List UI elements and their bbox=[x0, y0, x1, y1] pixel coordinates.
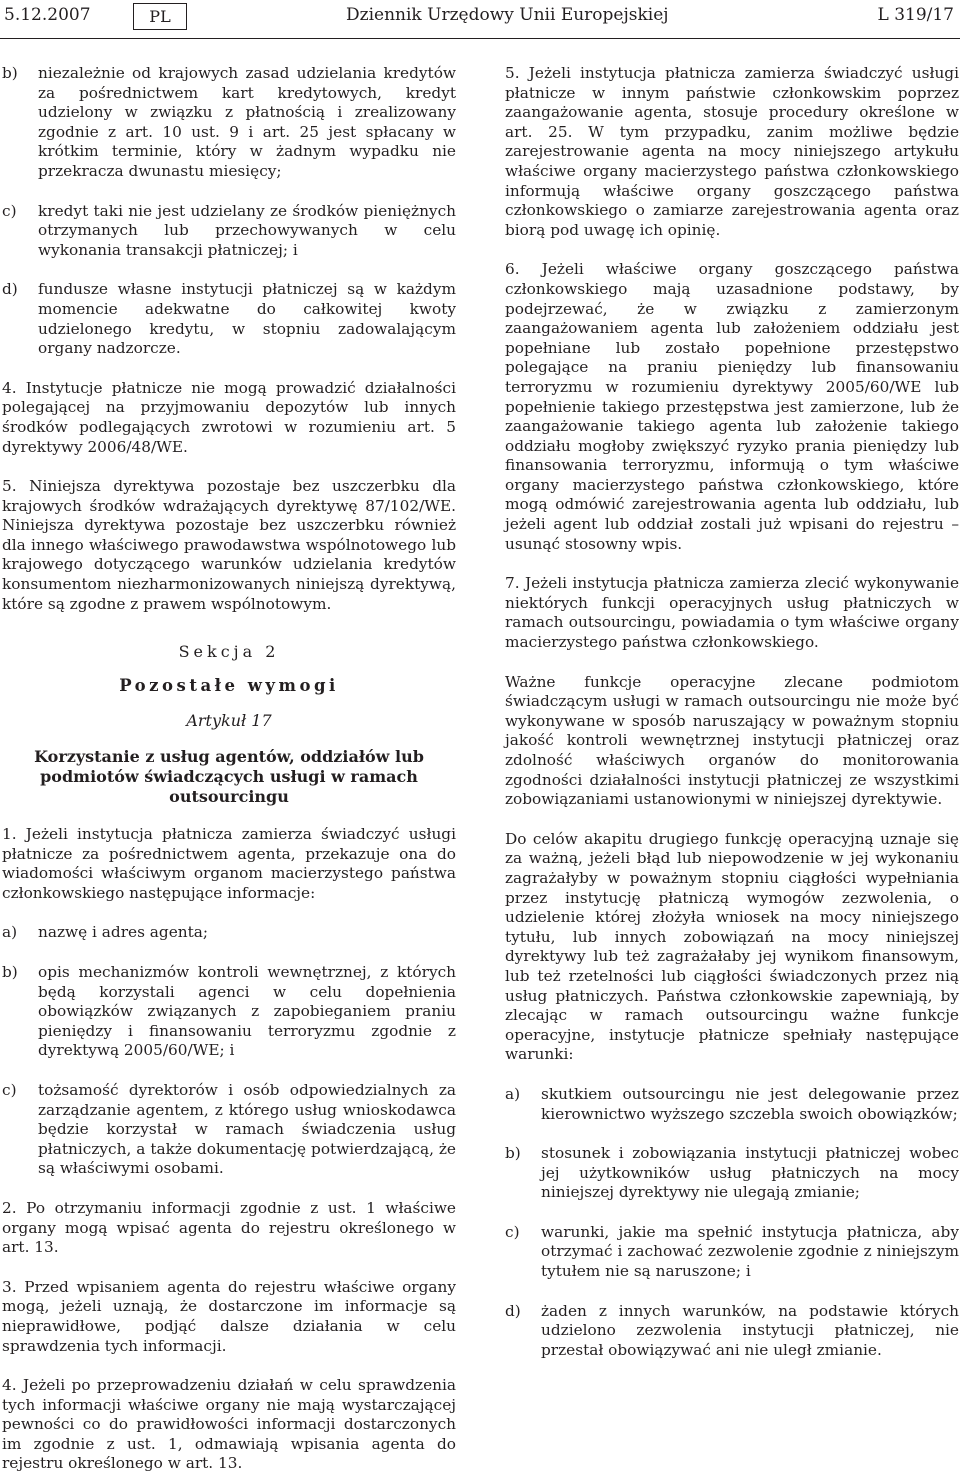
page-header bbox=[0, 0, 960, 40]
item-text: skutkiem outsourcingu nie jest delegowanie przez kierownictwo wyższego szczebla swoich obowiązków; bbox=[541, 1084, 959, 1123]
item-text: fundusze własne instytucji płatniczej są w każdym momencie adekwatne do całkowitej kwoty udzielonego kredytu, w stopniu zadowalającym organy nadzorcze. bbox=[38, 280, 456, 358]
item-text: stosunek i zobowiązania instytucji płatniczej wobec jej użytkowników usług płatniczych na mocy niniejszej dyrektywy nie ulegają zmianie; bbox=[541, 1144, 959, 1202]
section-title: Pozostałe wymogi bbox=[119, 675, 339, 695]
list-item-b bbox=[2, 64, 456, 182]
condition-item-c bbox=[505, 1223, 959, 1282]
item-label: c) bbox=[2, 201, 17, 220]
list-item-c bbox=[2, 202, 456, 261]
item-text: warunki, jakie ma spełnić instytucja płatnicza, aby otrzymać i zachować zezwolenie zgodnie z niniejszym tytułem nie są naruszone; i bbox=[541, 1222, 959, 1281]
item-label: d) bbox=[505, 1301, 521, 1320]
item-text: tożsamość dyrektorów i osób odpowiedzialnych za zarządzanie agentem, z którego usług wnioskodawca będzie korzystał w ramach świadczenia usług płatniczych, a także dokumentację potwierdzającą, że są właściwymi osobami. bbox=[38, 1080, 456, 1178]
page-number: L 319/17 bbox=[877, 5, 954, 25]
publication-date: 5.12.2007 bbox=[4, 5, 91, 25]
article-number: Artykuł 17 bbox=[186, 711, 272, 731]
article-item-b bbox=[2, 963, 456, 1061]
journal-title: Dziennik Urzędowy Unii Europejskiej bbox=[346, 5, 669, 25]
item-label: b) bbox=[2, 64, 18, 82]
header-rule bbox=[0, 38, 960, 39]
condition-item-a bbox=[505, 1085, 959, 1124]
item-label: c) bbox=[505, 1222, 520, 1241]
paragraph-5-right: 5. Jeżeli instytucja płatnicza zamierza świadczyć usługi płatnicze w innym państwie członkowskim poprzez zaangażowanie agenta, stosuje procedury określone w art. 25. W tym przypadku, zanim możliwe będzie zarejestrowanie agenta na mocy niniejszego artykułu właściwe organy macierzystego państwa członkowskiego informują właściwe organy goszczącego państwa członkowskiego o zamiarze zarejestrowania agenta oraz biorą pod uwagę ich opinię. bbox=[505, 64, 959, 239]
article-paragraph-3: 3. Przed wpisaniem agenta do rejestru właściwe organy mogą, jeżeli uznają, że dostarczone im informacje są nieprawidłowe, podjąć dalsze działania w celu sprawdzenia tych informacji. bbox=[2, 1277, 456, 1355]
language-box: PL bbox=[133, 3, 187, 30]
paragraph-4: 4. Instytucje płatnicze nie mogą prowadzić działalności polegającej na przyjmowaniu depozytów lub innych środków podlegających zwrotowi w rozumieniu art. 5 dyrektywy 2006/48/WE. bbox=[2, 378, 456, 456]
item-label: b) bbox=[505, 1144, 521, 1163]
item-label: c) bbox=[2, 1080, 17, 1099]
item-label: a) bbox=[2, 923, 18, 942]
item-text: niezależnie od krajowych zasad udzielania kredytów za pośrednictwem kart kredytowych, kredyt udzielony w związku z płatnością i zrealizowany zgodnie z art. 10 ust. 9 i art. 25 jest spłacany w krótkim terminie, który w żadnym wypadku nie przekracza dwunastu miesięcy; bbox=[38, 64, 456, 180]
item-text: żaden z innych warunków, na podstawie których udzielono zezwolenia instytucji płatniczej, nie przestał obowiązywać ani nie uległ zmianie. bbox=[541, 1301, 959, 1359]
article-title: Korzystanie z usług agentów, oddziałów lub podmiotów świadczących usługi w ramach outsourcingu bbox=[34, 747, 424, 807]
article-paragraph-2: 2. Po otrzymaniu informacji zgodnie z ust. 1 właściwe organy mogą wpisać agenta do rejestru określonego w art. 13. bbox=[2, 1198, 456, 1257]
item-text: nazwę i adres agenta; bbox=[38, 923, 209, 942]
condition-item-d bbox=[505, 1302, 959, 1361]
item-text: kredyt taki nie jest udzielany ze środków pieniężnych otrzymanych lub przechowywanych w celu wykonania transakcji płatniczej; i bbox=[38, 201, 456, 259]
left-column bbox=[2, 64, 456, 1474]
article-paragraph-1: 1. Jeżeli instytucja płatnicza zamierza świadczyć usługi płatnicze za pośrednictwem agenta, przekazuje ona do wiadomości właściwym organom macierzystego państwa członkowskiego następujące informacje: bbox=[2, 825, 456, 902]
article-paragraph-4: 4. Jeżeli po przeprowadzeniu działań w celu sprawdzenia tych informacji właściwe organy nie mają wystarczającej pewności co do prawidłowości informacji dostarczonych im zgodnie z ust. 1, odmawiają wpisania agenta do rejestru określonego w art. 13. bbox=[2, 1376, 456, 1473]
section-label: Sekcja 2 bbox=[178, 642, 280, 662]
item-label: d) bbox=[2, 280, 18, 299]
article-item-c bbox=[2, 1081, 456, 1179]
paragraph-6: 6. Jeżeli właściwe organy goszczącego państwa członkowskiego mają uzasadnione podstawy, by podejrzewać, że w związku z zamierzonym zaangażowaniem agenta lub założeniem oddziału jest popełniane lub zostało popełnione przestępstwo polegające na praniu pieniędzy lub finansowaniu terroryzmu w rozumieniu dyrektywy 2005/60/WE lub popełnienie takiego przestępstwa jest zamierzone, lub że zaangażowanie takiego agenta lub założenie takiego oddziału mogłoby zwiększyć ryzyko prania pieniędzy lub finansowania terroryzmu, informują o tym właściwe organy macierzystego państwa członkowskiego, które mogą odmówić zarejestrowania agenta lub oddziału, lub jeżeli agent lub oddział zostali już wpisani do rejestru – usunąć stosowny wpis. bbox=[505, 260, 959, 553]
paragraph-7: 7. Jeżeli instytucja płatnicza zamierza zlecić wykonywanie niektórych funkcji operacyjnych usług płatniczych w ramach outsourcingu, powiadamia o tym właściwe organy macierzystego państwa członkowskiego. bbox=[505, 574, 959, 652]
paragraph-important-functions: Ważne funkcje operacyjne zlecane podmiotom świadczącym usługi w ramach outsourcingu nie może być wykonywane w sposób naruszający w poważnym stopniu jakość kontroli wewnętrznej instytucji płatniczej oraz zdolność właściwych organów do monitorowania zgodności działalności instytucji płatniczej ze wszystkimi zobowiązaniami ustanowionymi w niniejszej dyrektywie. bbox=[505, 672, 959, 809]
paragraph-purposes: Do celów akapitu drugiego funkcję operacyjną uznaje się za ważną, jeżeli błąd lub niepowodzenie w jej wykonaniu zagrażałyby w poważnym stopniu ciągłości wypełniania przez instytucję płatniczą wymogów zezwolenia, o udzielenie której złożyła wniosek na mocy niniejszego tytułu, lub innych zobowiązań na mocy niniejszej dyrektywy lub też zagrażałaby jej wynikom finansowym, lub też rzetelności lub ciągłości świadczonych przez nią usług płatniczych. Państwa członkowskie zapewniają, by zlecając w ramach outsourcingu ważne funkcje operacyjne, instytucje płatnicze spełniały następujące warunki: bbox=[505, 829, 959, 1064]
paragraph-5: 5. Niniejsza dyrektywa pozostaje bez uszczerbku dla krajowych środków wdrażających dyrektywę 87/102/WE. Niniejsza dyrektywa pozostaje bez uszczerbku również dla innego właściwego prawodawstwa wspólnotowego lub krajowego dotyczącego warunków udzielania kredytów konsumentom niezharmonizowanych niniejszą dyrektywą, które są zgodne z prawem wspólnotowym. bbox=[2, 477, 456, 613]
item-label: b) bbox=[2, 963, 18, 981]
right-column bbox=[505, 64, 959, 1360]
condition-item-b bbox=[505, 1144, 959, 1203]
article-item-a bbox=[2, 923, 456, 943]
item-text: opis mechanizmów kontroli wewnętrznej, z których będą korzystali agenci w celu dopełnienia obowiązków związanych z zapobieganiem praniu pieniędzy i finansowaniu terroryzmu zgodnie z dyrektywą 2005/60/WE; i bbox=[38, 963, 456, 1060]
list-item-d bbox=[2, 280, 456, 358]
item-label: a) bbox=[505, 1084, 521, 1103]
